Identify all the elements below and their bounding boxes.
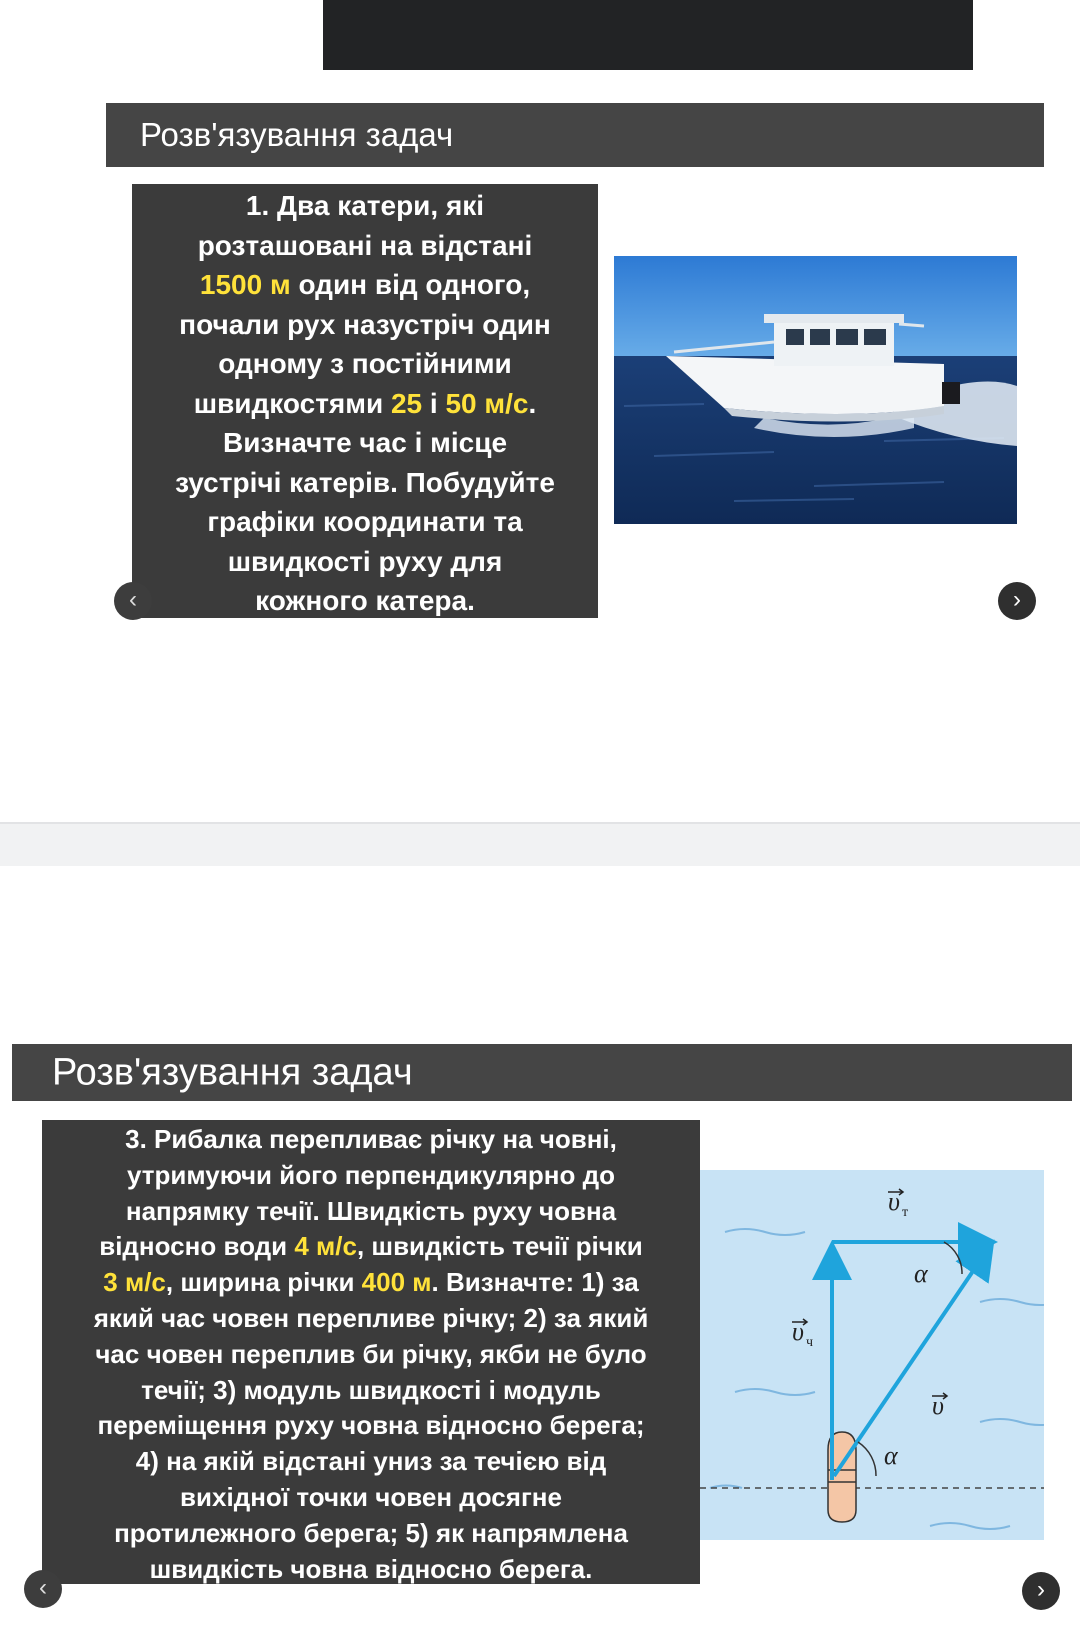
slide-1-prev-button[interactable]: ‹	[114, 582, 152, 620]
highlighted-value: 3 м/с	[103, 1267, 166, 1298]
problem-line: Визначте час і місце	[222, 427, 508, 458]
slide-1-title: Розв'язування задач	[140, 116, 454, 153]
problem-line: переміщення руху човна відносно берега;	[97, 1410, 645, 1441]
problem-text-fragment: швидкостями	[193, 387, 391, 419]
vector-vt-subscript: т	[902, 1205, 909, 1220]
vector-vt-label: υ	[888, 1187, 900, 1216]
slide-1	[0, 0, 1080, 800]
highlighted-value: 50 м/с	[445, 387, 529, 419]
slide-2-prev-button[interactable]: ‹	[24, 1570, 62, 1608]
boat-velocity-diagram	[700, 1170, 1044, 1540]
vector-v-label: υ	[932, 1391, 944, 1420]
problem-line: графіки координати та	[207, 506, 523, 537]
problem-line: почали рух назустріч один	[179, 308, 551, 340]
angle-alpha-bottom: α	[884, 1441, 898, 1470]
problem-line: швидкості руху для	[227, 545, 503, 577]
problem-line: вихідної точки човен досягне	[180, 1481, 562, 1512]
problem-text-fragment: один від одного,	[290, 269, 531, 300]
highlighted-value: 4 м/с	[294, 1231, 357, 1262]
slide-1-header	[106, 103, 1044, 167]
problem-text-fragment: .	[528, 387, 537, 419]
slide-2-title: Розв'язування задач	[52, 1051, 413, 1093]
problem-line: одному з постійними	[218, 348, 512, 379]
slide-2-problem-text	[42, 1120, 700, 1584]
problem-line: який час човен перепливе річку; 2) за який	[93, 1302, 649, 1333]
problem-line: кожного катера.	[255, 585, 475, 616]
slide-2	[0, 1030, 1080, 1637]
motor-boat-photo	[614, 256, 1017, 524]
problem-line: 1. Два катери, які	[245, 190, 485, 221]
problem-line	[132, 265, 598, 305]
problem-line: 4) на якій відстані униз за течією від	[135, 1446, 607, 1477]
angle-alpha-top: α	[914, 1259, 928, 1288]
highlighted-value: 400 м	[361, 1267, 432, 1298]
problem-text-fragment: . Визначте: 1) за	[431, 1267, 639, 1298]
slide-2-header	[12, 1044, 1072, 1101]
vector-vch-label: υ	[792, 1317, 804, 1346]
slide-2-next-button[interactable]: ›	[1022, 1572, 1060, 1610]
problem-line: розташовані на відстані	[197, 229, 533, 261]
problem-line: швидкість човна відносно берега.	[149, 1553, 593, 1584]
problem-line: зустрічі катерів. Побудуйте	[175, 466, 555, 498]
problem-line: час човен переплив би річку, якби не було	[95, 1338, 647, 1369]
feed-separator	[0, 822, 1080, 866]
problem-text-fragment: відносно води	[99, 1231, 295, 1262]
problem-line	[42, 1229, 700, 1265]
problem-line: протилежного берега; 5) як напрямлена	[114, 1517, 628, 1548]
vector-vch-subscript: ч	[806, 1335, 814, 1350]
problem-line: утримуючи його перпендикулярно до	[127, 1159, 615, 1190]
slide-1-next-button[interactable]: ›	[998, 582, 1036, 620]
highlighted-value: 1500 м	[199, 269, 291, 300]
problem-line	[132, 384, 598, 424]
slide-1-problem-text	[132, 184, 598, 618]
problem-line: течії; 3) модуль швидкості і модуль	[141, 1374, 601, 1405]
problem-line: 3. Рибалка перепливає річку на човні,	[125, 1124, 617, 1154]
problem-line: напрямку течії. Швидкість руху човна	[125, 1195, 617, 1226]
problem-text-fragment: і	[422, 387, 446, 419]
highlighted-value: 25	[390, 387, 423, 419]
problem-line	[42, 1265, 700, 1301]
problem-text-fragment: , швидкість течії річки	[356, 1231, 643, 1262]
problem-text-fragment: , ширина річки	[165, 1267, 362, 1298]
